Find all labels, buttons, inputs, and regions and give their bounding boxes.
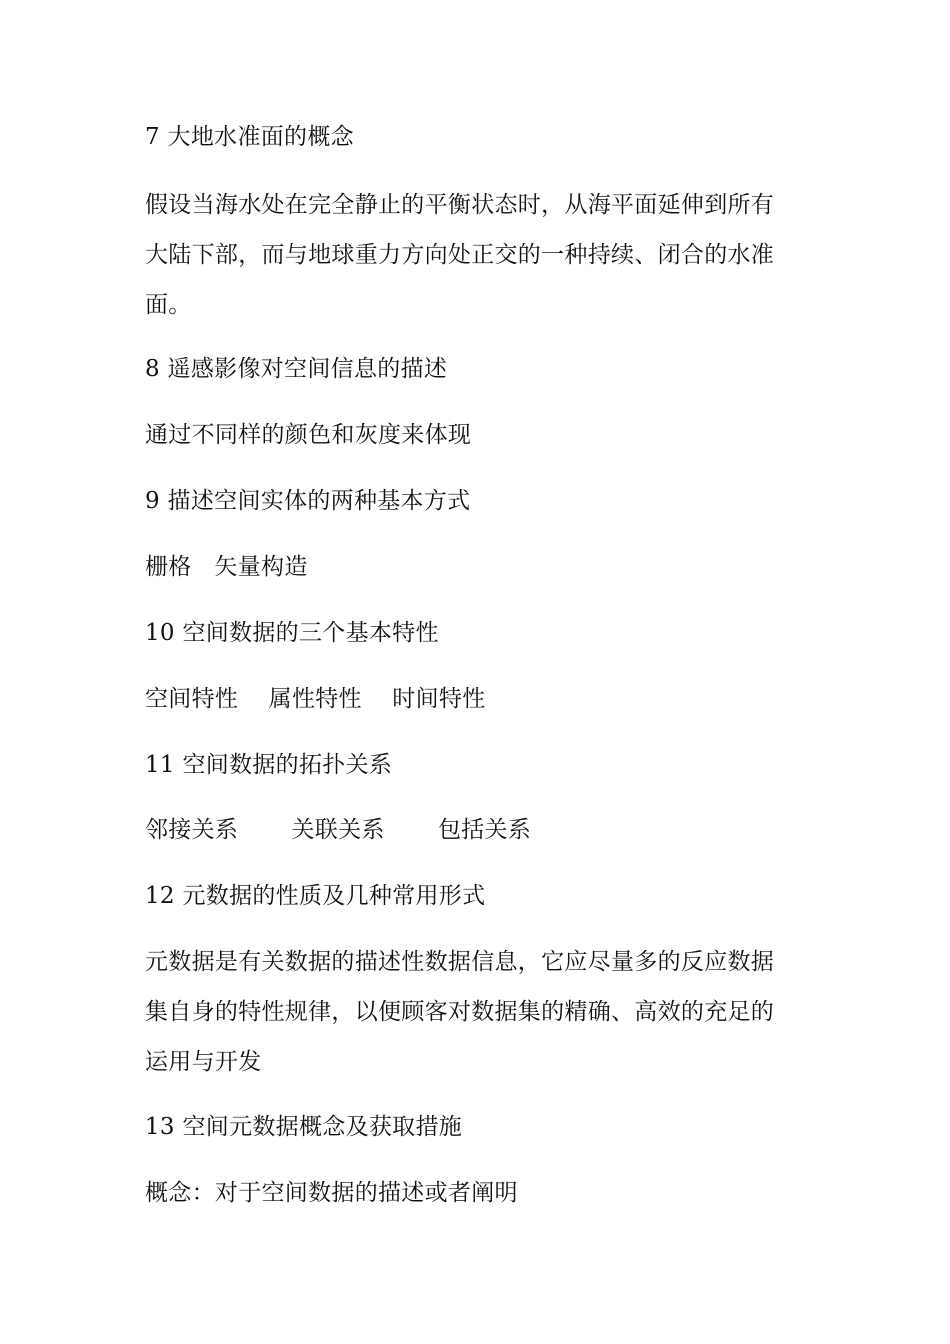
section-11-heading: 11 空间数据的拓扑关系 (145, 752, 393, 778)
section-13-body: 概念：对于空间数据的描述或者阐明 (145, 1180, 518, 1206)
section-7-body-line-2: 大陆下部，而与地球重力方向处正交的一种持续、闭合的水准 (145, 242, 775, 268)
section-13-heading: 13 空间元数据概念及获取措施 (145, 1114, 463, 1140)
section-7-heading: 7 大地水准面的概念 (145, 124, 354, 150)
section-7-body-line-1: 假设当海水处在完全静止的平衡状态时，从海平面延伸到所有 (145, 192, 775, 218)
section-12-body-line-1: 元数据是有关数据的描述性数据信息，它应尽量多的反应数据 (145, 949, 775, 975)
section-8-heading: 8 遥感影像对空间信息的描述 (145, 356, 448, 382)
section-7-body (145, 180, 800, 330)
section-7-body-line-3: 面。 (145, 292, 192, 318)
section-9-body: 栅格 矢量构造 (145, 554, 308, 580)
section-10-body: 空间特性 属性特性 时间特性 (145, 686, 486, 712)
section-10-heading: 10 空间数据的三个基本特性 (145, 620, 439, 646)
section-11-body: 邻接关系 关联关系 包括关系 (145, 817, 532, 843)
section-8-body: 通过不同样的颜色和灰度来体现 (145, 422, 472, 448)
section-12-body (145, 937, 800, 1087)
section-12-body-line-3: 运用与开发 (145, 1049, 262, 1075)
section-12-body-line-2: 集自身的特性规律，以便顾客对数据集的精确、高效的充足的 (145, 999, 775, 1025)
section-9-heading: 9 描述空间实体的两种基本方式 (145, 488, 471, 514)
section-12-heading: 12 元数据的性质及几种常用形式 (145, 883, 486, 909)
